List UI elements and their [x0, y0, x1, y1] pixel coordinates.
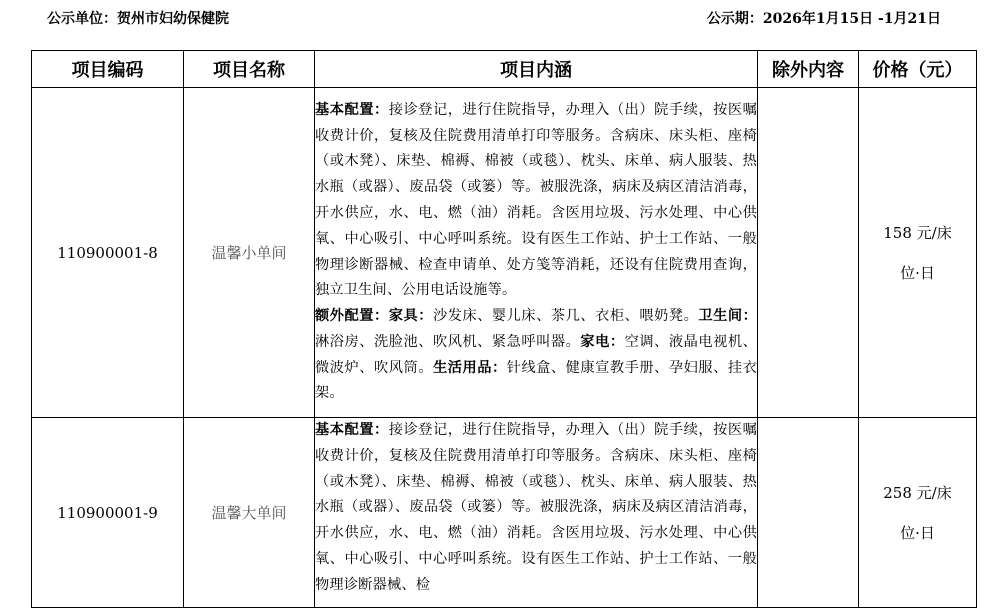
col-header-exclusion: 除外内容	[758, 51, 859, 88]
content-clip	[315, 418, 757, 596]
price-line-2: 位·日	[900, 523, 935, 542]
basic-config-text: 接诊登记，进行住院指导，办理入（出）院手续，按医嘱收费计价，复核及住院费用清单打印等服务。含病床、床头柜、座椅（或木凳）、床垫、棉褥、棉被（或毯）、枕头、床单、病人服装、热水瓶（或器）、废品袋（或篓）等。被服洗涤，病床及病区清洁消毒，开水供应，水、电、燃（油）消耗。含医用垃圾、污水处理、中心供氧、中心吸引、中心呼叫系统。设有医生工作站、护士工作站、一般物理诊断器械、检	[315, 422, 757, 593]
col-header-name: 项目名称	[184, 51, 315, 88]
publicity-period: 公示期：2026年1月15日 -1月21日	[706, 11, 941, 27]
daily-goods-label: 生活用品：	[432, 359, 507, 376]
price-line-1: 158 元/床	[883, 223, 952, 242]
appliance-label: 家电：	[580, 333, 625, 350]
item-code: 110900001-9	[32, 418, 184, 608]
extra-config-label: 额外配置：	[315, 308, 389, 325]
price-table	[31, 50, 977, 608]
price-line-2: 位·日	[900, 263, 935, 282]
basic-config-label: 基本配置：	[315, 422, 389, 438]
bathroom-label: 卫生间：	[698, 308, 757, 325]
item-exclusion	[758, 418, 859, 608]
col-header-content: 项目内涵	[315, 51, 758, 88]
furniture-label: 家具：	[388, 308, 433, 325]
item-price	[859, 418, 977, 608]
item-name: 温馨大单间	[184, 418, 315, 608]
table-row	[32, 88, 977, 418]
daily-goods-text: 针线盒、健康宣教手册、孕妇服、挂衣架。	[315, 359, 757, 402]
item-price	[859, 88, 977, 418]
item-code: 110900001-8	[32, 88, 184, 418]
item-content	[315, 88, 758, 418]
basic-config-label: 基本配置：	[315, 101, 389, 118]
item-name: 温馨小单间	[184, 88, 315, 418]
col-header-price: 价格（元）	[859, 51, 977, 88]
bathroom-text: 淋浴房、洗脸池、吹风机、紧急呼叫器。	[315, 333, 581, 350]
furniture-text: 沙发床、婴儿床、茶几、衣柜、喂奶凳。	[432, 308, 699, 325]
item-exclusion	[758, 88, 859, 418]
basic-config-text: 接诊登记，进行住院指导，办理入（出）院手续，按医嘱收费计价，复核及住院费用清单打印等服务。含病床、床头柜、座椅（或木凳）、床垫、棉褥、棉被（或毯）、枕头、床单、病人服装、热水瓶（或器）、废品袋（或篓）等。被服洗涤，病床及病区清洁消毒，开水供应，水、电、燃（油）消耗。含医用垃圾、污水处理、中心供氧、中心吸引、中心呼叫系统。设有医生工作站、护士工作站、一般物理诊断器械、检查申请单、处方笺等消耗，还设有住院费用查询，独立卫生间、公用电话设施等。	[315, 101, 757, 299]
publishing-unit: 公示单位：贺州市妇幼保健院	[47, 11, 229, 27]
table-row	[32, 418, 977, 608]
col-header-code: 项目编码	[32, 51, 184, 88]
price-line-1: 258 元/床	[883, 483, 952, 502]
table-header-row	[32, 51, 977, 88]
item-content	[315, 418, 758, 608]
appliance-text: 空调、液晶电视机、微波炉、吹风筒。	[315, 333, 757, 376]
